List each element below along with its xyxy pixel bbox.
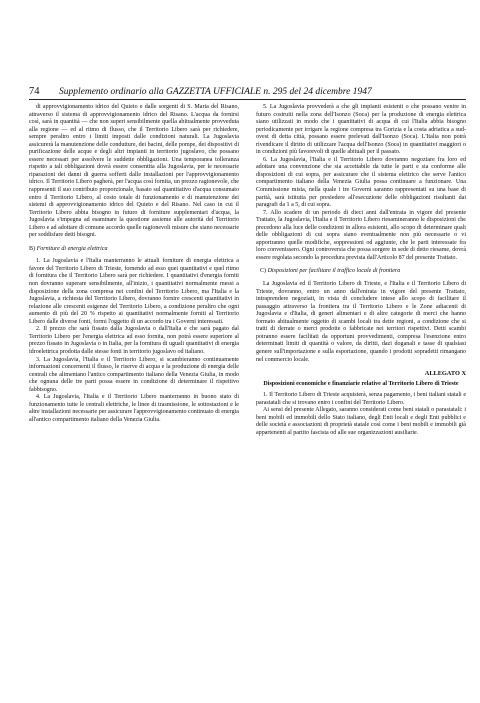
- paragraph: di approvvigionamento idrico del Quieto e dalle sorgenti di S. Maria del Risano, attraverso il sistema di approvvigionamento idrico del Risano. L'acqua da fornirsi così, sarà in quantità — che non superi sensibilmente quella abitualmente provveduta alla regione — ed al ritmo di flusso, che il Territorio Libero sarà per richiedere, sempre peraltro entro i limiti imposti dalle condizioni naturali. La Jugoslavia assicurerà la manutenzione delle condutture, dei bacini, delle pompe, dei dispositivi di purificazione delle acque e degli altri impianti in territorio jugoslavo, che possano essere necessari per assolvere le suddette obbligazioni. Una temporanea tolleranza rispetto a tali obbligazioni dovrà essere consentita alla Jugoslavia, per le necessarie riparazioni dei danni di guerra sofferti dalle installazioni per l'approvvigionamento idrico. Il Territorio Libero pagherà, per l'acqua così fornita, un prezzo ragionevole, che rappresenti il suo contributo proporzionale, basato sul quantitativo d'acqua consumato entro il Territorio Libero, al costo totale di funzionamento e di manutenzione dei sistemi di approvvigionamento idrico del Quieto e del Risano. Nel caso in cui il Territorio Libero abbia bisogno in futuro di forniture supplementari d'acqua, la Jugoslavia s'impegna ad esaminare la questione assieme alle autorità del Territorio Libero e ad adottare di comune accordo quelle ragionevoli misure che siano necessarie per soddisfare detti bisogni.: [29, 104, 239, 239]
- paragraph: 5. La Jugoslavia provvederà a che gli impianti esistenti o che possano venire in futuro costruiti nella zona dell'Isonzo (Soca) per la produzione di energia elettrica siano utilizzati in modo che i quantitativi di acqua di cui l'Italia abbia bisogno periodicamente per irrigare la regione compresa tra Gorizia e la costa adriatica a sud-ovest di detta città, possano essere prelevati dall'Isonzo (Soca). L'Italia non potrà rivendicare il diritto di utilizzare l'acqua dell'Isonzo (Soca) in quantitativi maggiori o in condizioni più favorevoli di quelle abituali per il passato.: [256, 104, 466, 156]
- section-title: Forniture di energia elettrica: [36, 245, 108, 252]
- annex-title: Disposizioni economiche e finanziarie relative al Territorio Libero di Trieste: [263, 380, 459, 387]
- paragraph: 4. La Jugoslavia, l'Italia e il Territorio Libero manterranno in buono stato di funzionamento tutte le centrali elettriche, le linee di trasmissione, le sottostazioni e le altre installazioni necessarie per assicurare l'approvvigionamento continuato di energia all'antico compartimento italiano della Venezia Giulia.: [29, 394, 239, 423]
- paragraph: 1. Il Territorio Libero di Trieste acquisterà, senza pagamento, i beni italiani statali e parastatali che si trovano entro i confini del Territorio Libero.: [256, 392, 466, 406]
- page-number: 74: [29, 86, 40, 97]
- paragraph: La Jugoslavia ed il Territorio Libero di Trieste, e l'Italia e il Territorio Libero di Trieste, dovranno, entro un anno dall'entrata in vigore del presente Trattato, intraprendere negoziati, in vista di concludere intese allo scopo di facilitare il passaggio attraverso la frontiera tra il Territorio Libero e le Zone adiacenti di Jugoslavia e d'Italia, di generi alimentari e di altre categorie di merci che hanno formato abitualmente oggetto di scambi locali tra dette regioni, a condizione che si tratti di derrate o merci prodotte o fabbricate nei territori rispettivi. Detti scambi potranno essere facilitati da opportuni provvedimenti, compresa l'esenzione entro determinati limiti di quantità o valore, da diritti, dazi doganali e tasse di qualsiasi genere sull'importazione e sulla esportazione, quando i prodotti sopradetti rimangano nel commercio locale.: [256, 281, 466, 363]
- paragraph: 2. Il prezzo che sarà fissato dalla Jugoslavia o dall'Italia e che sarà pagato dal Territorio Libero per l'energia elettrica ad esso fornita, non potrà essere superiore al prezzo fissato in Jugoslavia o in Italia, per la fornitura di uguali quantitativi di energia idroelettrica prodotta dalle stesse fonti in territorio jugoslavo od italiano.: [29, 326, 239, 355]
- paragraph: 6. La Jugoslavia, l'Italia e il Territorio Libero dovranno negoziare fra loro ed adottare una convenzione che sia accettabile da tutte le parti e sia conforme alle disposizioni di cui sopra, per assicurare che il sistema elettrico che serve l'antico compartimento italiano della Venezia Giulia possa continuare a funzionare. Una Commissione mista, nella quale i tre Governi saranno rappresentati su una base di parità, sarà istituita per presiedere all'esecuzione delle obbligazioni risultanti dai paragrafi da 1 a 5, di cui sopra.: [256, 156, 466, 209]
- section-symbol: C): [260, 268, 267, 275]
- right-column: [256, 104, 466, 437]
- section-symbol: B): [29, 245, 36, 252]
- text-columns: [29, 104, 466, 437]
- running-title: Supplemento ordinario alla GAZZETTA UFFICIALE n. 295 del 24 dicembre 1947: [59, 87, 372, 97]
- paragraph: 7. Allo scadere di un periodo di dieci anni dall'entrata in vigore del presente Trattato, la Jugoslavia, l'Italia e il Territorio Libero riesamineranno le disposizioni che precedono alla luce delle condizioni in allora esistenti, allo scopo di determinare quali delle obbligazioni di cui sopra siano eventualmente non più necessarie o vi apportranno quelle modifiche, soppressioni od aggiunte, che le parti interessate fra loro convenissero. Ogni controversia che possa sorgere in sede di detto riesame, dovrà essere regolata secondo la procedura prevista dall'Articolo 87 del presente Trattato.: [256, 209, 466, 261]
- paragraph: Ai sensi del presente Allegato, saranno considerati come beni statali o parastatali: i beni mobili ed immobili dello Stato italiano, degli Enti locali e degli Enti pubblici e delle società e associazioni di proprietà statale così come i beni mobili e immobili già appartenenti al partito fascista od alle sue organizzazioni ausiliarie.: [256, 407, 466, 436]
- section-heading-b: [29, 246, 239, 254]
- page-header: [29, 86, 466, 98]
- section-heading-c: [260, 268, 466, 276]
- document-page: [29, 86, 466, 436]
- header-rule: [29, 99, 466, 100]
- annex-label: ALLEGATO X: [424, 370, 466, 378]
- paragraph: 3. La Jugoslavia, l'Italia e il Territorio Libero, si scambieranno continuamente informazioni concernenti il flusso, le riserve di acqua e la produzione di energia delle centrali che alimentano l'antico compartimento italiano della Venezia Giulia, in modo che ognuna delle tre parti possa essere in condizione di determinare il rispettivo fabbisogno.: [29, 356, 239, 393]
- section-title: Disposizioni per facilitare il traffico locale di frontiera: [267, 268, 401, 275]
- paragraph: 1. La Jugoslavia e l'Italia manterranno le attuali forniture di energia elettrica a favore del Territorio Libero di Trieste, fornendo ad esso quei quantitativi e quel ritmo di fornitura che il Territorio Libero sarà per richiedere. I quantitativi d'energia forniti non dovranno superare sensibilmente, all'inizio, i quantitativi normalmente messi a disposizione della zona compresa nei confini del Territorio Libero, ma l'Italia e la Jugoslavia, a richiesta del Territorio Libero, dovranno fornire crescenti quantitativi in relazione alle crescenti esigenze del Territorio Libero, a condizione peraltro che ogni aumento di più del 20 % rispetto ai quantitativi normalmente forniti al Territorio Libero dalle diverse fonti, formi l'oggetto di un accordo tra i Governi interessati.: [29, 258, 239, 325]
- left-column: [29, 104, 239, 437]
